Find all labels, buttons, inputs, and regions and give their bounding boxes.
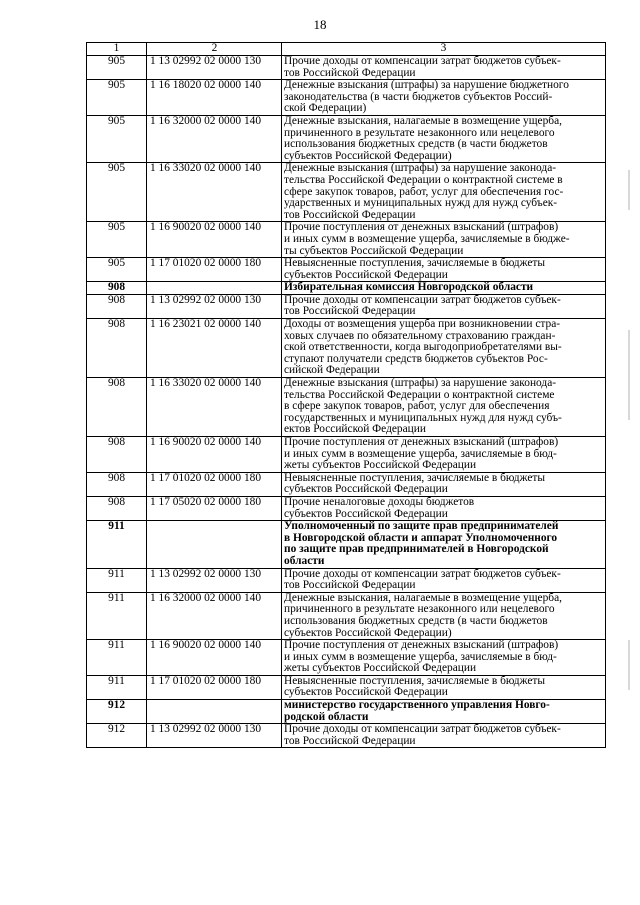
admin-code-cell: 905	[87, 258, 147, 282]
table-row	[87, 568, 606, 592]
admin-code-cell: 908	[87, 378, 147, 437]
admin-code-cell: 905	[87, 222, 147, 258]
revenue-code-cell: 1 16 33020 02 0000 140	[147, 378, 282, 437]
header-col-1: 1	[87, 43, 147, 56]
revenue-name-cell: Прочие неналоговые доходы бюджетов субъектов Российской Федерации	[282, 496, 606, 520]
admin-code-cell: 908	[87, 319, 147, 378]
admin-code-cell: 905	[87, 115, 147, 162]
table-row	[87, 437, 606, 473]
admin-code-cell: 912	[87, 724, 147, 748]
revenue-code-cell: 1 16 18020 02 0000 140	[147, 80, 282, 116]
admin-code-cell: 908	[87, 282, 147, 295]
revenue-name-cell: Прочие поступления от денежных взысканий (штрафов) и иных сумм в возмещение ущерба, зачисляемые в бюд- жеты субъектов Российской Федерации	[282, 640, 606, 676]
revenue-name-cell: Прочие поступления от денежных взысканий (штрафов) и иных сумм в возмещение ущерба, зачисляемые в бюд- жеты субъектов Российской Федерации	[282, 437, 606, 473]
revenue-name-cell: Денежные взыскания (штрафы) за нарушение законода- тельства Российской Федерации о контрактной системе в сфере закупок товаров, работ, услуг для обеспечения гос- ударственных и муниципальных нужд для нужд субъек- тов Российской Федерации	[282, 163, 606, 222]
revenue-code-cell	[147, 700, 282, 724]
admin-code-cell: 911	[87, 640, 147, 676]
revenue-name-cell: Прочие доходы от компенсации затрат бюджетов субъек- тов Российской Федерации	[282, 568, 606, 592]
revenue-name-cell: Прочие доходы от компенсации затрат бюджетов субъек- тов Российской Федерации	[282, 724, 606, 748]
table-row	[87, 496, 606, 520]
table-row	[87, 294, 606, 318]
revenue-code-cell: 1 16 32000 02 0000 140	[147, 115, 282, 162]
admin-code-cell: 905	[87, 80, 147, 116]
admin-code-cell: 905	[87, 56, 147, 80]
revenue-name-cell: Невыясненные поступления, зачисляемые в бюджеты субъектов Российской Федерации	[282, 258, 606, 282]
admin-code-cell: 911	[87, 568, 147, 592]
revenue-code-cell: 1 16 90020 02 0000 140	[147, 222, 282, 258]
revenue-code-cell: 1 16 33020 02 0000 140	[147, 163, 282, 222]
table-row	[87, 592, 606, 639]
margin-scan-mark	[628, 330, 630, 420]
admin-code-cell: 908	[87, 437, 147, 473]
header-col-3: 3	[282, 43, 606, 56]
revenue-code-cell: 1 13 02992 02 0000 130	[147, 568, 282, 592]
revenue-name-cell: Денежные взыскания, налагаемые в возмещение ущерба, причиненного в результате незаконного или нецелевого использования бюджетных средств (в части бюджетов субъектов Российской Федерации)	[282, 115, 606, 162]
revenue-name-cell: Невыясненные поступления, зачисляемые в бюджеты субъектов Российской Федерации	[282, 472, 606, 496]
admin-code-cell: 911	[87, 521, 147, 568]
revenue-code-cell: 1 13 02992 02 0000 130	[147, 294, 282, 318]
table-row	[87, 56, 606, 80]
table-row	[87, 115, 606, 162]
table-row	[87, 640, 606, 676]
revenue-name-cell: министерство государственного управления Новго- родской области	[282, 700, 606, 724]
revenue-codes-table	[86, 42, 606, 748]
table-section-row	[87, 521, 606, 568]
table-section-row	[87, 282, 606, 295]
revenue-name-cell: Денежные взыскания (штрафы) за нарушение законода- тельства Российской Федерации о контрактной системе в сфере закупок товаров, работ, услуг для обеспечения государственных и муниципальных нужд для нужд субъ- ектов Российской Федерации	[282, 378, 606, 437]
table-header-row	[87, 43, 606, 56]
table-row	[87, 80, 606, 116]
table-row	[87, 472, 606, 496]
table-row	[87, 378, 606, 437]
revenue-name-cell: Денежные взыскания, налагаемые в возмещение ущерба, причиненного в результате незаконного или нецелевого использования бюджетных средств (в части бюджетов субъектов Российской Федерации)	[282, 592, 606, 639]
margin-scan-mark	[628, 640, 630, 690]
admin-code-cell: 911	[87, 675, 147, 699]
admin-code-cell: 905	[87, 163, 147, 222]
revenue-code-cell: 1 17 05020 02 0000 180	[147, 496, 282, 520]
revenue-code-cell: 1 16 23021 02 0000 140	[147, 319, 282, 378]
margin-scan-mark	[628, 170, 630, 210]
revenue-code-cell: 1 17 01020 02 0000 180	[147, 258, 282, 282]
admin-code-cell: 908	[87, 294, 147, 318]
table-row	[87, 675, 606, 699]
table-row	[87, 163, 606, 222]
admin-code-cell: 908	[87, 472, 147, 496]
revenue-code-cell	[147, 282, 282, 295]
revenue-name-cell: Прочие поступления от денежных взысканий (штрафов) и иных сумм в возмещение ущерба, зачисляемые в бюдже- ты субъектов Российской Федерации	[282, 222, 606, 258]
revenue-name-cell: Прочие доходы от компенсации затрат бюджетов субъек- тов Российской Федерации	[282, 56, 606, 80]
revenue-code-cell: 1 17 01020 02 0000 180	[147, 675, 282, 699]
table-section-row	[87, 700, 606, 724]
revenue-code-cell: 1 13 02992 02 0000 130	[147, 724, 282, 748]
table-row	[87, 222, 606, 258]
revenue-code-cell: 1 16 32000 02 0000 140	[147, 592, 282, 639]
admin-code-cell: 908	[87, 496, 147, 520]
admin-code-cell: 912	[87, 700, 147, 724]
revenue-code-cell: 1 17 01020 02 0000 180	[147, 472, 282, 496]
revenue-name-cell: Прочие доходы от компенсации затрат бюджетов субъек- тов Российской Федерации	[282, 294, 606, 318]
revenue-name-cell: Уполномоченный по защите прав предпринимателей в Новгородской области и аппарат Уполномоченного по защите прав предпринимателей в Новгородской области	[282, 521, 606, 568]
page-number: 18	[313, 17, 327, 32]
revenue-name-cell: Невыясненные поступления, зачисляемые в бюджеты субъектов Российской Федерации	[282, 675, 606, 699]
revenue-code-cell: 1 16 90020 02 0000 140	[147, 640, 282, 676]
revenue-code-cell	[147, 521, 282, 568]
revenue-name-cell: Денежные взыскания (штрафы) за нарушение бюджетного законодательства (в части бюджетов субъектов Россий- ской Федерации)	[282, 80, 606, 116]
revenue-name-cell: Доходы от возмещения ущерба при возникновении стра- ховых случаев по обязательному страхованию граждан- ской ответственности, когда выгодоприобретателями вы- ступают получатели средств бюджетов субъектов Рос- сийской Федерации	[282, 319, 606, 378]
table-row	[87, 258, 606, 282]
revenue-name-cell: Избирательная комиссия Новгородской области	[282, 282, 606, 295]
table-row	[87, 319, 606, 378]
header-col-2: 2	[147, 43, 282, 56]
revenue-code-cell: 1 13 02992 02 0000 130	[147, 56, 282, 80]
admin-code-cell: 911	[87, 592, 147, 639]
revenue-code-cell: 1 16 90020 02 0000 140	[147, 437, 282, 473]
table-row	[87, 724, 606, 748]
